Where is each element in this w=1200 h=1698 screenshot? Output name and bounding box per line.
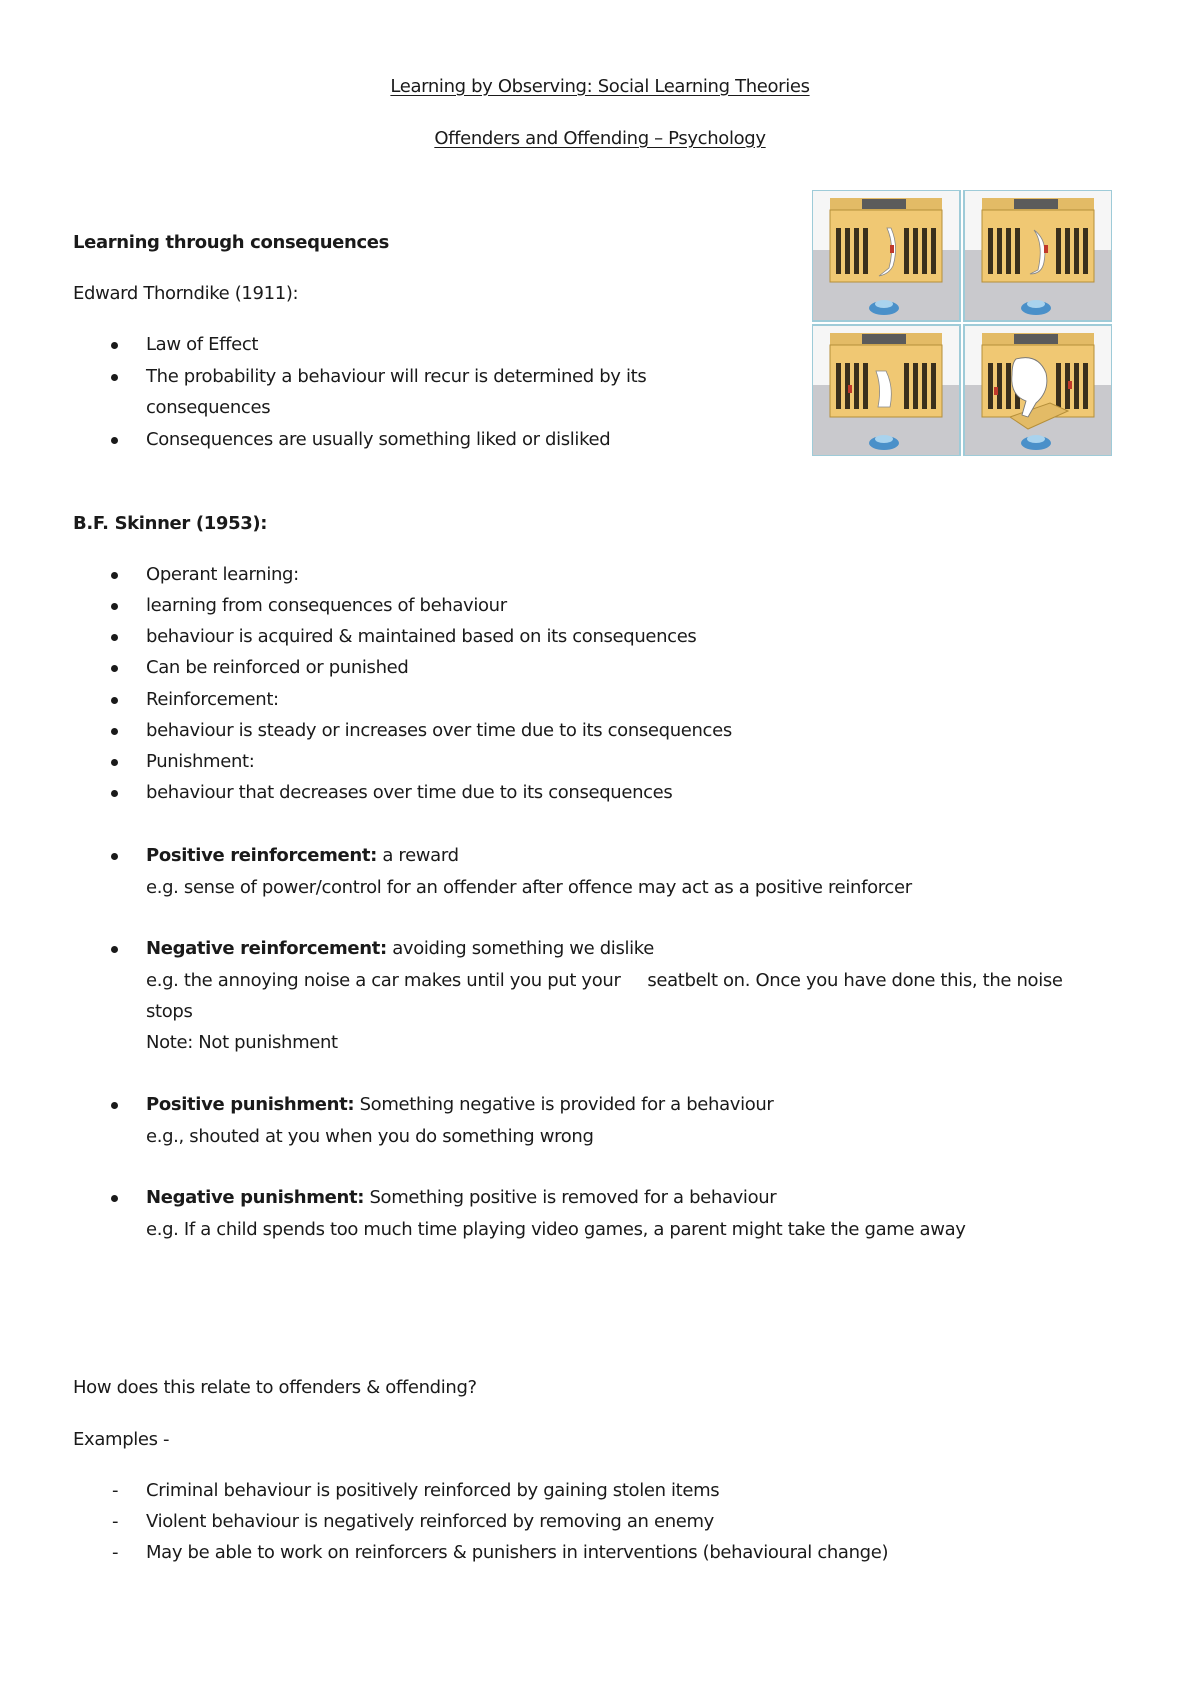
list-item: behaviour is acquired & maintained based on its consequences: [146, 626, 697, 647]
note-line: Note: Not punishment: [146, 1032, 338, 1053]
bullet-icon: [111, 665, 118, 672]
document-subtitle: Offenders and Offending – Psychology: [434, 128, 766, 149]
definition-item: [146, 845, 459, 867]
list-item: behaviour is steady or increases over time due to its consequences: [146, 720, 732, 741]
term-label: Negative reinforcement:: [146, 938, 387, 959]
example-item: Violent behaviour is negatively reinforced by removing an enemy: [146, 1511, 714, 1532]
term-definition: avoiding something we dislike: [386, 938, 654, 959]
term-label: Positive punishment:: [146, 1094, 355, 1115]
list-item: Punishment:: [146, 751, 255, 772]
bullet-icon: [111, 603, 118, 610]
bullet-icon: [111, 1102, 118, 1109]
term-definition: Something negative is provided for a behaviour: [354, 1094, 774, 1115]
bullet-icon: [111, 342, 118, 349]
list-item: behaviour that decreases over time due to its consequences: [146, 782, 673, 803]
bullet-icon: [111, 1195, 118, 1202]
skinner-heading: B.F. Skinner (1953):: [73, 513, 268, 534]
list-item: Operant learning:: [146, 564, 299, 585]
bullet-icon: [111, 437, 118, 444]
bullet-icon: [111, 759, 118, 766]
term-label: Negative punishment:: [146, 1187, 365, 1208]
definition-item: [146, 1094, 774, 1116]
example-item: Criminal behaviour is positively reinforced by gaining stolen items: [146, 1480, 720, 1501]
bullet-icon: [111, 572, 118, 579]
section-heading-consequences: Learning through consequences: [73, 232, 390, 253]
dash-bullet: -: [112, 1511, 119, 1532]
example-line: e.g. sense of power/control for an offender after offence may act as a positive reinforcer: [146, 877, 912, 898]
bullet-icon: [111, 634, 118, 641]
bullet-icon: [111, 728, 118, 735]
example-line: stops: [146, 1001, 193, 1022]
bullet-icon: [111, 853, 118, 860]
list-item: Law of Effect: [146, 334, 259, 355]
document-title: Learning by Observing: Social Learning Theories: [390, 76, 810, 97]
list-item-continuation: consequences: [146, 397, 271, 418]
bullet-icon: [111, 790, 118, 797]
bullet-icon: [111, 374, 118, 381]
term-definition: Something positive is removed for a behaviour: [364, 1187, 777, 1208]
dash-bullet: -: [112, 1542, 119, 1563]
bullet-icon: [111, 946, 118, 953]
definition-item: [146, 1187, 776, 1209]
relate-question: How does this relate to offenders & offending?: [73, 1377, 477, 1398]
puzzle-box-cat-illustration: [812, 190, 1112, 456]
term-definition: a reward: [376, 845, 459, 866]
list-item: Consequences are usually something liked or disliked: [146, 429, 611, 450]
definition-item: [146, 938, 654, 960]
thorndike-author: Edward Thorndike (1911):: [73, 283, 299, 304]
bullet-icon: [111, 697, 118, 704]
dash-bullet: -: [112, 1480, 119, 1501]
list-item: The probability a behaviour will recur is determined by its: [146, 366, 647, 387]
example-line: e.g., shouted at you when you do something wrong: [146, 1126, 594, 1147]
term-label: Positive reinforcement:: [146, 845, 377, 866]
list-item: learning from consequences of behaviour: [146, 595, 507, 616]
example-item: May be able to work on reinforcers & punishers in interventions (behavioural change): [146, 1542, 889, 1563]
list-item: Reinforcement:: [146, 689, 279, 710]
examples-label: Examples -: [73, 1429, 170, 1450]
list-item: Can be reinforced or punished: [146, 657, 409, 678]
example-line: e.g. If a child spends too much time playing video games, a parent might take the game away: [146, 1219, 966, 1240]
example-line: e.g. the annoying noise a car makes until you put your seatbelt on. Once you have done this, the noise: [146, 970, 1063, 991]
